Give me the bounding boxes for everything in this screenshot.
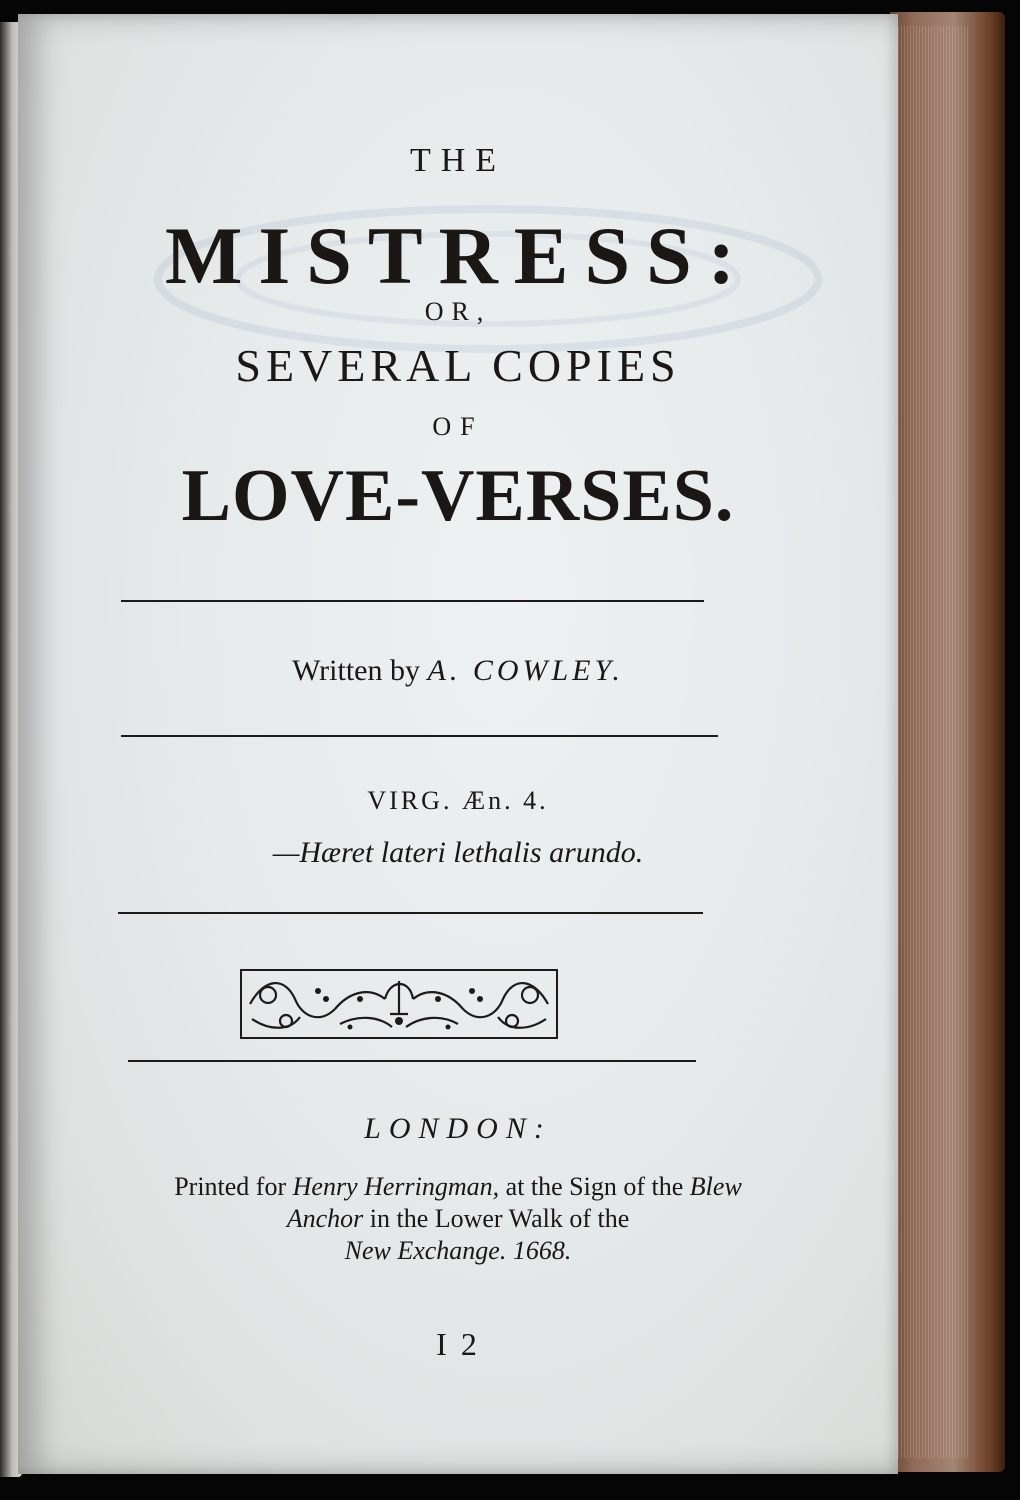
title-the: THE xyxy=(409,142,507,179)
imprint-lower-walk: in the Lower Walk of the xyxy=(369,1204,630,1233)
rule-divider xyxy=(118,912,703,914)
imprint-blew: Blew xyxy=(689,1172,742,1201)
page-fore-edge xyxy=(890,12,1005,1472)
page-edge-lines xyxy=(898,26,968,1458)
author-line xyxy=(18,654,898,688)
imprint-line-3 xyxy=(18,1236,898,1266)
imprint-printed-for: Printed for xyxy=(174,1172,287,1201)
imprint-publisher: Henry Herringman, xyxy=(292,1172,500,1201)
rule-divider xyxy=(121,600,704,602)
title-mistress: MISTRESS: xyxy=(164,210,752,301)
written-by-label: Written by xyxy=(292,654,420,687)
title-or: OR, xyxy=(424,297,492,326)
imprint-year: 1668. xyxy=(512,1236,572,1265)
imprint-sign-text: at the Sign of the xyxy=(505,1172,684,1201)
title-several-copies: SEVERAL COPIES xyxy=(235,340,681,391)
title-page xyxy=(18,14,898,1474)
rule-divider xyxy=(128,1060,696,1062)
imprint-place: LONDON: xyxy=(364,1112,552,1145)
imprint-line-2 xyxy=(18,1204,898,1234)
imprint-new-exchange: New Exchange. xyxy=(344,1236,507,1265)
signature-mark: I 2 xyxy=(436,1326,480,1362)
epigraph-motto: —Hæret lateri lethalis arundo. xyxy=(272,836,644,869)
title-of: OF xyxy=(432,412,484,441)
epigraph-source: VIRG. Æn. 4. xyxy=(367,786,549,815)
title-love-verses: LOVE-VERSES. xyxy=(181,455,735,537)
rule-divider xyxy=(121,735,718,737)
author-name: A. COWLEY. xyxy=(427,654,624,687)
imprint-line-1 xyxy=(18,1172,898,1202)
floral-ornament-icon xyxy=(240,969,558,1039)
imprint-anchor: Anchor xyxy=(286,1204,364,1233)
